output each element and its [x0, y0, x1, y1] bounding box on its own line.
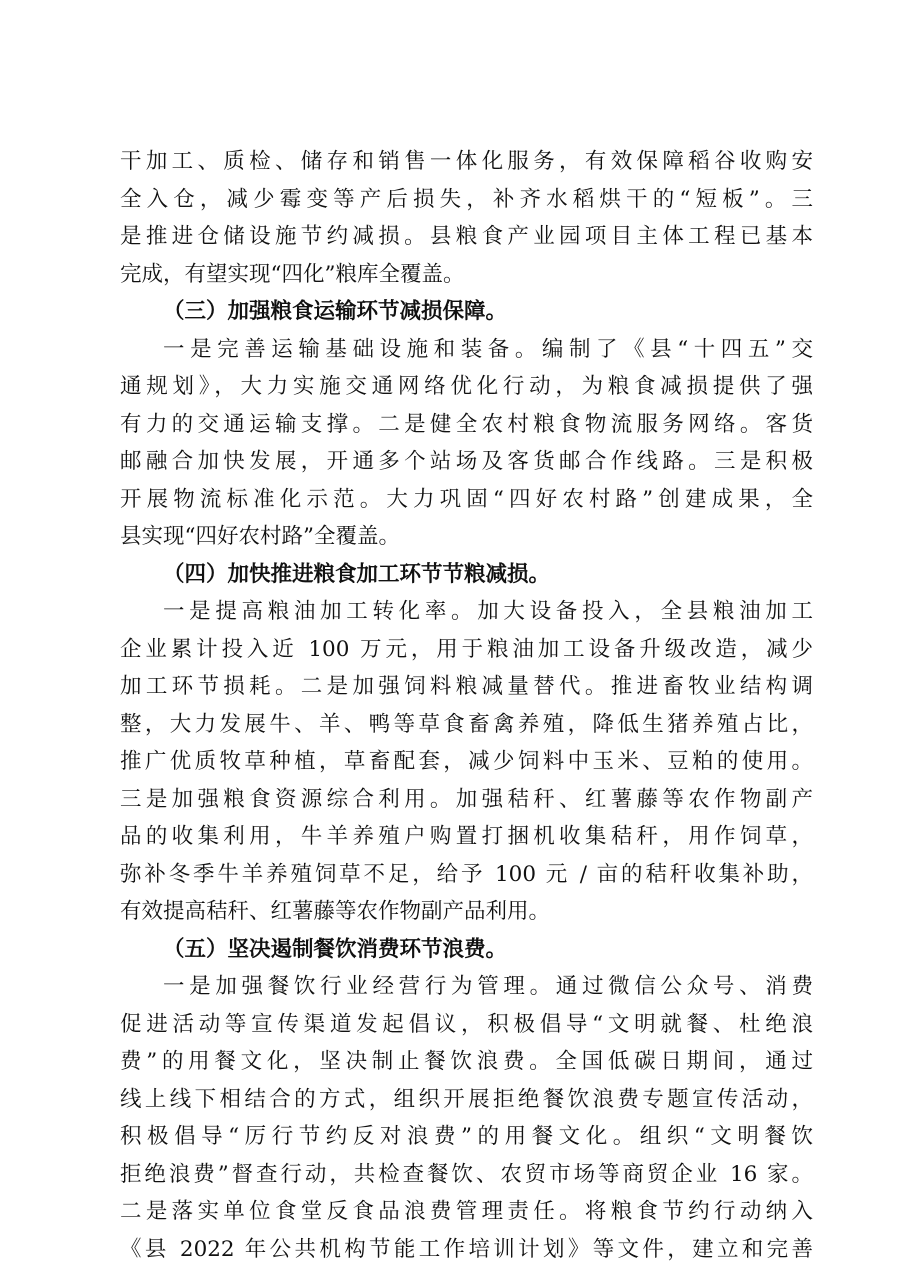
body-text-line: 品的收集利用，牛羊养殖户购置打捆机收集秸秆，用作饲草， [120, 824, 813, 849]
body-text-line: 全入仓，减少霉变等产后损失，补齐水稻烘干的“短板”。三 [120, 186, 813, 212]
body-text-line: 一是完善运输基础设施和装备。编制了《县“十四五”交 [163, 336, 813, 362]
body-text-line: 拒绝浪费”督查行动，共检查餐饮、农贸市场等商贸企业 16 家。 [120, 1161, 813, 1187]
section-heading: （四）加快推进粮食加工环节节粮减损。 [163, 561, 551, 587]
body-text-line: 有力的交通运输支撑。二是健全农村粮食物流服务网络。客货 [120, 411, 813, 437]
section-heading: （五）坚决遏制餐饮消费环节浪费。 [163, 936, 508, 962]
body-text-line: 一是加强餐饮行业经营行为管理。通过微信公众号、消费 [163, 974, 813, 999]
body-text-line: 一是提高粮油加工转化率。加大设备投入，全县粮油加工 [163, 599, 813, 624]
body-text-line: 邮融合加快发展，开通多个站场及客货邮合作线路。三是积极 [120, 449, 813, 474]
body-text-line: 线上线下相结合的方式，组织开展拒绝餐饮浪费专题宣传活动， [120, 1086, 813, 1112]
body-text-line: 是推进仓储设施节约减损。县粮食产业园项目主体工程已基本 [120, 224, 813, 249]
body-text-line: 促进活动等宣传渠道发起倡议，积极倡导“文明就餐、杜绝浪 [120, 1011, 813, 1037]
body-text-line: 企业累计投入近 100 万元，用于粮油加工设备升级改造，减少 [120, 636, 813, 662]
body-text-line: 推广优质牧草种植，草畜配套，减少饲料中玉米、豆粕的使用。 [120, 749, 813, 774]
body-text-line: 有效提高秸秆、红薯藤等农作物副产品利用。 [120, 899, 551, 924]
body-text-line: 整，大力发展牛、羊、鸭等草食畜禽养殖，降低生猪养殖占比， [120, 711, 813, 737]
body-text-line: 三是加强粮食资源综合利用。加强秸秆、红薯藤等农作物副产 [120, 786, 813, 812]
body-text-line: 通规划》，大力实施交通网络优化行动，为粮食减损提供了强 [120, 374, 813, 399]
body-text-line: 开展物流标准化示范。大力巩固“四好农村路”创建成果，全 [120, 486, 813, 512]
body-text-line: 县实现“四好农村路”全覆盖。 [120, 524, 400, 549]
document-page [120, 143, 813, 1268]
body-text-line: 加工环节损耗。二是加强饲料粮减量替代。推进畜牧业结构调 [120, 674, 813, 699]
body-text-line: 二是落实单位食堂反食品浪费管理责任。将粮食节约行动纳入 [120, 1199, 813, 1224]
body-text-line: 《县 2022 年公共机构节能工作培训计划》等文件，建立和完善 [120, 1236, 813, 1262]
body-text-line: 弥补冬季牛羊养殖饲草不足，给予 100 元 / 亩的秸秆收集补助， [120, 861, 813, 887]
body-text-line: 干加工、质检、储存和销售一体化服务，有效保障稻谷收购安 [120, 149, 813, 174]
body-text-line: 费”的用餐文化，坚决制止餐饮浪费。全国低碳日期间，通过 [120, 1049, 813, 1074]
body-text-line: 完成，有望实现“四化”粮库全覆盖。 [120, 261, 465, 287]
body-text-line: 积极倡导“厉行节约反对浪费”的用餐文化。组织“文明餐饮 [120, 1124, 813, 1149]
section-heading: （三）加强粮食运输环节减损保障。 [163, 299, 508, 324]
